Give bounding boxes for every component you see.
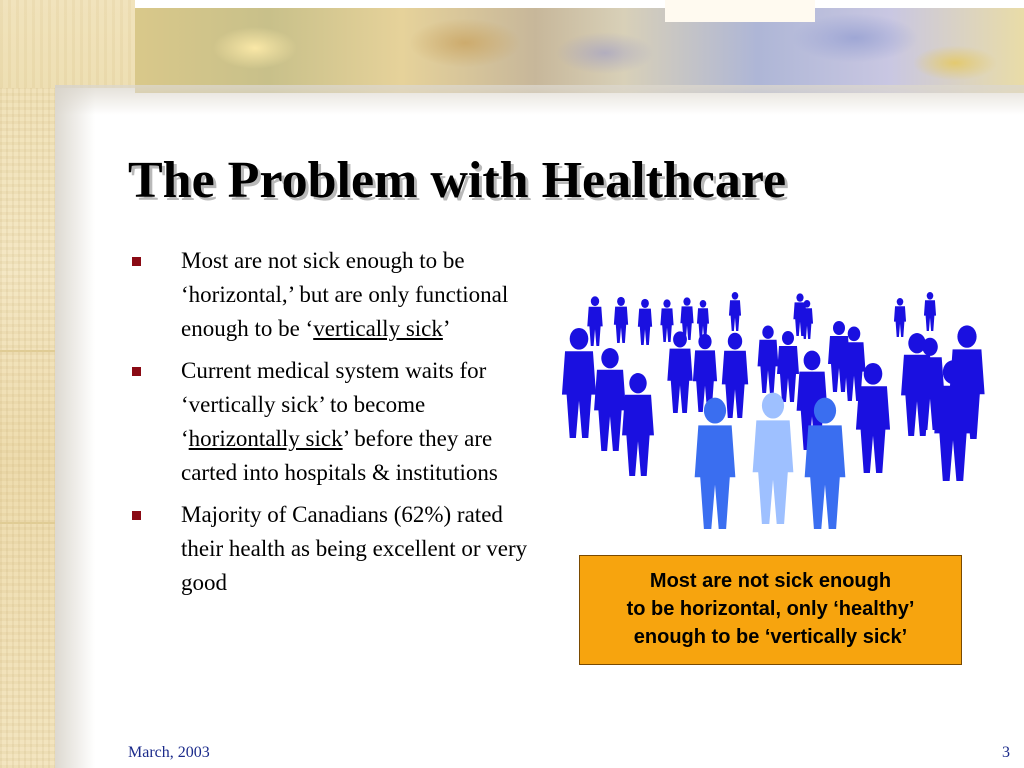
slide-number: 3 xyxy=(1002,744,1010,761)
bullet-text: Current medical system waits for ‘vertically sick’ to become ‘ xyxy=(181,358,487,451)
banner-shadow xyxy=(55,85,1024,115)
leaf-collage-banner xyxy=(135,0,1024,93)
strip-seam xyxy=(0,522,55,524)
callout-line: to be horizontal, only ‘healthy’ xyxy=(626,598,915,620)
bullet-text: Most are not sick enough to be ‘horizontal,’ but are only functional enough to be ‘ xyxy=(181,248,509,341)
strip-seam xyxy=(0,350,55,352)
callout-line: enough to be ‘vertically sick’ xyxy=(633,626,908,648)
bullet-text-suffix: ’ xyxy=(442,316,451,341)
slide-title: The Problem with Healthcare xyxy=(128,152,787,209)
callout-line: Most are not sick enough xyxy=(649,570,892,592)
banner-gap xyxy=(665,0,815,22)
bullet-list xyxy=(130,244,540,608)
bullet-item xyxy=(130,244,540,346)
crowd-of-people-illustration xyxy=(555,282,995,537)
square-bullet-icon xyxy=(132,511,141,520)
left-decor-strip xyxy=(0,0,55,768)
page-shadow xyxy=(55,85,95,768)
square-bullet-icon xyxy=(132,367,141,376)
bullet-text-suffix: ’ before they are carted into hospitals & institutions xyxy=(181,426,498,485)
footer-date: March, 2003 xyxy=(128,744,210,761)
bullet-item xyxy=(130,354,540,490)
bullet-underlined-text: vertically sick xyxy=(313,316,443,341)
callout-box xyxy=(579,555,962,665)
square-bullet-icon xyxy=(132,257,141,266)
bullet-underlined-text: horizontally sick xyxy=(188,426,343,451)
bullet-text: Majority of Canadians (62%) rated their health as being excellent or very good xyxy=(181,502,528,595)
bullet-item xyxy=(130,498,540,600)
